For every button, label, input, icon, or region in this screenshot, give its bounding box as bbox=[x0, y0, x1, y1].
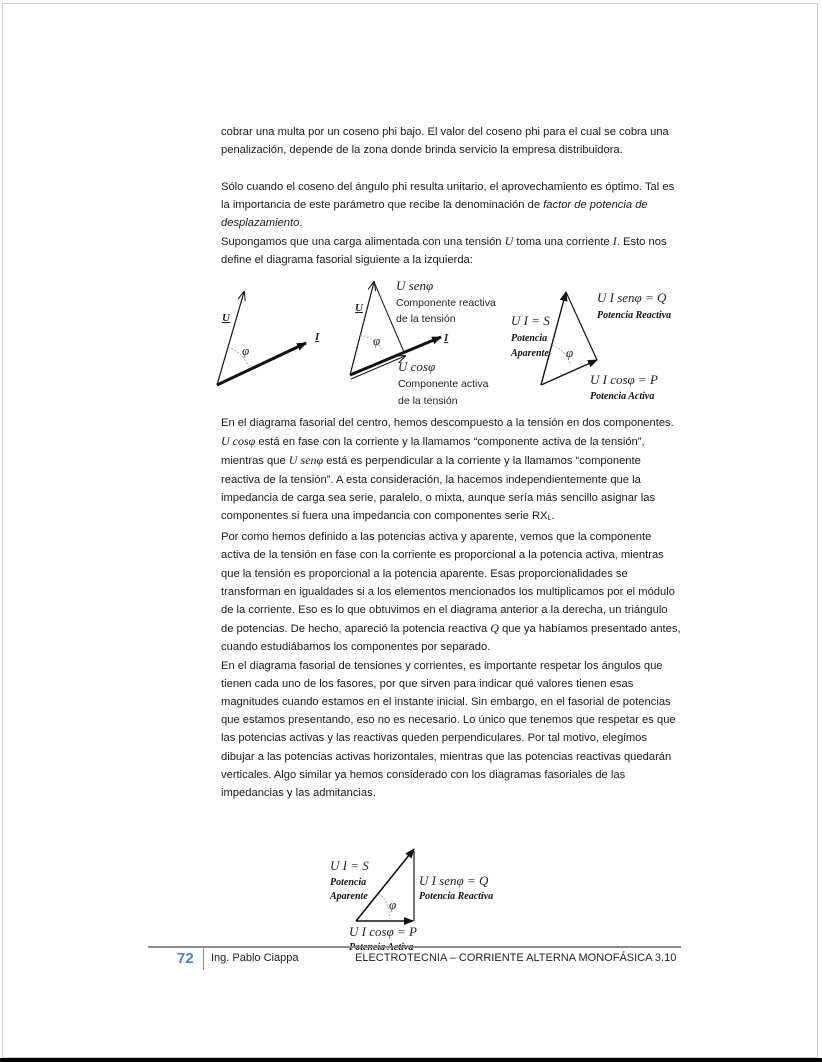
paragraph-potencias: Por como hemos definido a las potencias activa y aparente, vemos que la componente activa de la tensión en fase con la corriente es proporcional a la potencia activa, mientras que la tensión es proporcional a la potencia aparente. Esas proporcionalidades se transforman en igualdades si a los elementos mencionados los multiplicamos por el módulo de la corriente. Eso es lo que obtuvimos en el diagrama anterior a la derecha, un triángulo de potencias. De hecho, apareció la potencia reactiva Q que ya habíamos presentado antes, cuando estudiábamos los componentes por separado. bbox=[221, 531, 681, 654]
label-S-name-2: Aparente bbox=[330, 891, 368, 902]
label-Q: U I senφ = Q bbox=[597, 290, 667, 305]
label-Q-name: Potencia Reactiva bbox=[419, 891, 494, 902]
label-I: I bbox=[444, 332, 449, 344]
diagram-left bbox=[217, 292, 320, 385]
symbol-ucos: U cosφ bbox=[221, 434, 256, 449]
diagram-bottom bbox=[329, 849, 493, 953]
label-S-name-1: Potencia bbox=[511, 333, 548, 344]
diagram-right bbox=[510, 290, 671, 402]
paragraph-centro: En el diagrama fasorial del centro, hemos descompuesto a la tensión en dos componentes. U cosφ está en fase con la corriente y la llamamos “componente activa de la tensión”, mientras que U senφ está es perpendicular a la corriente y la llamamos “componente reactiva de la tensión”. A esta consideración, la hacemos independientemente que la impedancia de carga sea serie, paralelo, o mixta, aunque sería más sencillo asignar las componentes si fuera una impedancia con componentes serie $RX_L$. bbox=[221, 417, 674, 523]
label-phi: φ bbox=[389, 897, 397, 912]
label-usen: U senφ bbox=[396, 278, 434, 293]
label-P: U I cosφ = P bbox=[590, 372, 658, 387]
page-number: 72 bbox=[177, 950, 194, 967]
label-P-name: Potencia Activa bbox=[590, 391, 655, 402]
subscript-L: L bbox=[547, 515, 552, 523]
symbol-I: I bbox=[612, 234, 617, 249]
label-activa-2: de la tensión bbox=[398, 395, 458, 407]
label-Q-name: Potencia Reactiva bbox=[597, 310, 672, 321]
label-U: U bbox=[355, 302, 363, 314]
paragraph-supongamos: Supongamos que una carga alimentada con una tensión U toma una corriente I. Esto nos define el diagrama fasorial siguiente a la izquierda: bbox=[221, 234, 667, 267]
footer-divider bbox=[203, 948, 204, 970]
label-Q: U I senφ = Q bbox=[419, 873, 489, 888]
paragraph-optimo: Sólo cuando el coseno del ángulo phi resulta unitario, el aprovechamiento es óptimo. Tal es la importancia de este parámetro que recibe la denominación de factor de potencia de desplazamiento. bbox=[221, 180, 675, 229]
symbol-Q: Q bbox=[490, 621, 499, 636]
symbol-U: U bbox=[504, 234, 514, 249]
diagram-center bbox=[350, 278, 496, 407]
label-P: U I cosφ = P bbox=[349, 924, 417, 939]
footer-rule bbox=[148, 946, 681, 948]
italic-term: factor de potencia de desplazamiento bbox=[221, 198, 648, 229]
bottom-edge-bar bbox=[0, 1058, 822, 1062]
label-S-name-2: Aparente bbox=[511, 348, 549, 359]
active-component bbox=[351, 356, 405, 379]
phasor-U bbox=[350, 282, 374, 375]
phasor-P bbox=[541, 360, 597, 385]
footer-title: ELECTROTECNIA – CORRIENTE ALTERNA MONOFÁSICA 3.10 bbox=[355, 952, 677, 964]
text-block-explanation bbox=[221, 414, 681, 802]
label-U: U bbox=[222, 312, 230, 324]
label-S-name-1: Potencia bbox=[330, 877, 367, 888]
footer-author: Ing. Pablo Ciappa bbox=[211, 952, 299, 964]
label-phi: φ bbox=[373, 333, 381, 348]
label-phi: φ bbox=[242, 343, 250, 358]
symbol-usen: U senφ bbox=[288, 453, 324, 468]
label-reactiva-1: Componente reactiva bbox=[396, 297, 496, 309]
label-ucos: U cosφ bbox=[398, 359, 436, 374]
phasor-U bbox=[217, 292, 244, 385]
label-I: I bbox=[315, 331, 320, 343]
label-activa-1: Componente activa bbox=[398, 378, 489, 390]
paragraph-fasorial: En el diagrama fasorial de tensiones y corrientes, es importante respetar los ángulos que tienen cada uno de los fasores, por que sirven para indicar qué valores tienen esas magnitudes cuando estamos en el instante inicial. Sin embargo, en el fasorial de potencias que estamos presentando, eso no es necesario. Lo único que tenemos que respetar es que las potencias activas y las reactivas queden perpendiculares. Por tal motivo, elegimos dibujar a las potencias activas horizontales, mientras que las potencias reactivas quedarán verticales. Algo similar ya hemos considerado con los diagramas fasoriales de las impedancias y las admitancias. bbox=[221, 659, 676, 800]
label-S: U I = S bbox=[330, 858, 369, 873]
phasor-I bbox=[217, 343, 306, 385]
label-reactiva-2: de la tensión bbox=[396, 313, 456, 325]
label-phi: φ bbox=[566, 345, 574, 360]
label-S: U I = S bbox=[511, 313, 550, 328]
paragraph-multa: cobrar una multa por un coseno phi bajo. El valor del coseno phi para el cual se cobra una penalización, depende de la zona donde brinda servicio la empresa distribuidora. bbox=[221, 126, 669, 157]
